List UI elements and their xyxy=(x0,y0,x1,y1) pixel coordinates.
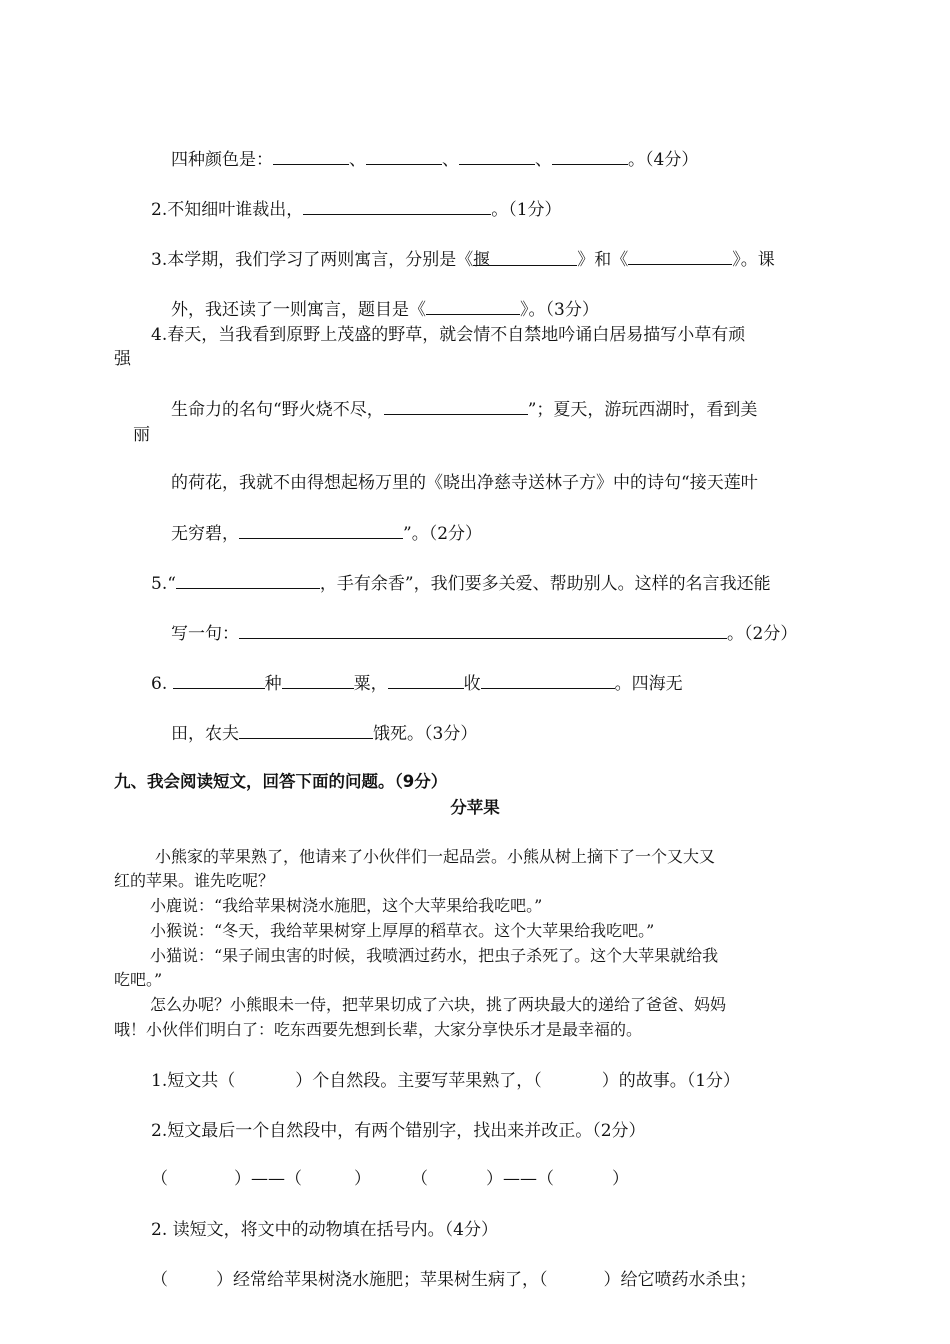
question-3-cont xyxy=(171,298,599,321)
answer-blank[interactable] xyxy=(481,672,615,689)
answer-blank[interactable] xyxy=(388,672,464,689)
answer-blank[interactable] xyxy=(552,148,628,165)
text: 。（4分） xyxy=(628,150,699,170)
text: ） xyxy=(612,1169,629,1189)
text: 小熊家的苹果熟了，他请来了小伙伴们一起品尝。小熊从树上摘下了一个又大又 xyxy=(155,847,716,866)
question-2 xyxy=(151,198,562,221)
text: 分苹果 xyxy=(450,798,500,817)
question-6 xyxy=(151,672,683,695)
passage-p5 xyxy=(150,994,726,1016)
text: 的荷花，我就不由得想起杨万里的《晓出净慈寺送林子方》中的诗句“接天莲叶 xyxy=(171,473,758,493)
answer-blank[interactable] xyxy=(239,522,403,539)
answer-blank[interactable] xyxy=(239,622,727,639)
text: 2. 读短文，将文中的动物填在括号内。（4分） xyxy=(151,1220,498,1240)
text: 种 xyxy=(264,674,282,694)
passage-p4-cont xyxy=(114,969,162,991)
text: 强 xyxy=(114,349,131,369)
question-4-line2 xyxy=(171,398,757,421)
answer-blank[interactable] xyxy=(473,249,577,270)
wrap-char xyxy=(133,424,150,446)
text: ）个自然段。主要写苹果熟了，（ xyxy=(295,1071,542,1091)
text: 、 xyxy=(349,150,366,170)
reading-question-2 xyxy=(151,1120,646,1142)
text: 丽 xyxy=(133,425,150,445)
passage-p4 xyxy=(150,945,718,967)
text: 2.短文最后一个自然段中，有两个错别字，找出来并改正。（2分） xyxy=(151,1121,646,1141)
text: 、 xyxy=(442,150,459,170)
text: ”。（2分） xyxy=(403,524,483,544)
passage-title xyxy=(0,797,950,819)
text: ）给它喷药水杀虫； xyxy=(603,1270,757,1290)
passage-p5-cont xyxy=(114,1019,642,1041)
text: ”；夏天，游玩西湖时，看到美 xyxy=(527,400,758,420)
wrap-char xyxy=(114,348,131,370)
reading-question-1 xyxy=(151,1070,740,1092)
text: 6. xyxy=(151,674,173,694)
reading-question-3 xyxy=(151,1219,498,1241)
answer-blank[interactable] xyxy=(426,298,520,315)
text: 5.“ xyxy=(151,574,176,594)
text: 小猴说：“冬天，我给苹果树穿上厚厚的稻草衣。这个大苹果给我吃吧。” xyxy=(150,921,655,940)
passage-p2 xyxy=(150,895,542,917)
reading-question-3-line xyxy=(151,1269,757,1291)
question-4-line4 xyxy=(171,522,482,545)
answer-blank[interactable] xyxy=(366,148,442,165)
text: ）的故事。（1分） xyxy=(601,1071,741,1091)
text: 哦！小伙伴们明白了：吃东西要先想到长辈，大家分享快乐才是最幸福的。 xyxy=(114,1020,643,1039)
question-5 xyxy=(151,572,771,595)
answer-blank[interactable] xyxy=(628,248,732,265)
question-4 xyxy=(151,324,745,346)
passage-p3 xyxy=(150,920,654,942)
answer-blank[interactable] xyxy=(273,148,349,165)
answer-blank[interactable] xyxy=(303,198,491,215)
answer-blank[interactable] xyxy=(459,148,535,165)
passage-p1 xyxy=(155,846,715,868)
text: ，手有余香”，我们要多关爱、帮助别人。这样的名言我还能 xyxy=(319,574,771,594)
text: 。（2分） xyxy=(727,624,798,644)
text: 。（1分） xyxy=(491,200,562,220)
passage-p1-cont xyxy=(114,870,274,892)
text: ）——（ xyxy=(486,1169,554,1189)
text: 小鹿说：“我给苹果树浇水施肥，这个大苹果给我吃吧。” xyxy=(150,896,543,915)
text: ） xyxy=(354,1169,371,1189)
text: 怎么办呢？小熊眼未一侍，把苹果切成了六块，挑了两块最大的递给了爸爸、妈妈 xyxy=(150,995,727,1014)
color-question-line xyxy=(171,148,698,171)
text: 四种颜色是： xyxy=(171,150,273,170)
text: 外，我还读了一则寓言，题目是《 xyxy=(171,300,426,320)
text: 4.春天，当我看到原野上茂盛的野草，就会情不自禁地吟诵白居易描写小草有顽 xyxy=(151,325,746,345)
text: ）经常给苹果树浇水施肥；苹果树生病了，（ xyxy=(216,1270,548,1290)
text: 无穷碧， xyxy=(171,524,239,544)
text: （ xyxy=(151,1270,168,1290)
text: 1.短文共（ xyxy=(151,1071,236,1091)
question-6-cont xyxy=(171,722,477,745)
answer-blank[interactable] xyxy=(282,672,354,689)
question-3 xyxy=(151,248,775,271)
text: 田，农夫 xyxy=(171,724,239,744)
prefilled-char: 揠 xyxy=(473,250,491,270)
text: 生命力的名句“野火烧不尽， xyxy=(171,400,384,420)
text: 小猫说：“果子闹虫害的时候，我喷洒过药水，把虫子杀死了。这个大苹果就给我 xyxy=(150,946,719,965)
section-9-heading xyxy=(114,771,447,793)
answer-blank[interactable] xyxy=(239,722,373,739)
text: 写一句： xyxy=(171,624,239,644)
text: 。四海无 xyxy=(614,674,683,694)
text: 3.本学期，我们学习了两则寓言，分别是《 xyxy=(151,250,474,270)
text: 2.不知细叶谁裁出， xyxy=(151,200,304,220)
answer-blank[interactable] xyxy=(384,398,528,415)
text: 、 xyxy=(535,150,552,170)
text: （ xyxy=(411,1169,428,1189)
text: 》和《 xyxy=(577,250,629,270)
question-5-cont xyxy=(171,622,797,645)
reading-question-2-answers xyxy=(151,1168,629,1190)
text: 九、我会阅读短文，回答下面的问题。（9分） xyxy=(114,772,448,791)
text: 》。课 xyxy=(732,250,775,270)
text: 吃吧。” xyxy=(114,970,163,989)
text: 粟， xyxy=(353,674,388,694)
text: （ xyxy=(151,1169,168,1189)
text: 收 xyxy=(463,674,481,694)
text: ）——（ xyxy=(234,1169,302,1189)
text: 饿死。（3分） xyxy=(373,724,478,744)
question-4-line3 xyxy=(171,472,758,494)
text: 红的苹果。谁先吃呢？ xyxy=(114,871,275,890)
answer-blank[interactable] xyxy=(176,572,320,589)
text: 》。（3分） xyxy=(520,300,599,320)
answer-blank[interactable] xyxy=(173,672,265,689)
